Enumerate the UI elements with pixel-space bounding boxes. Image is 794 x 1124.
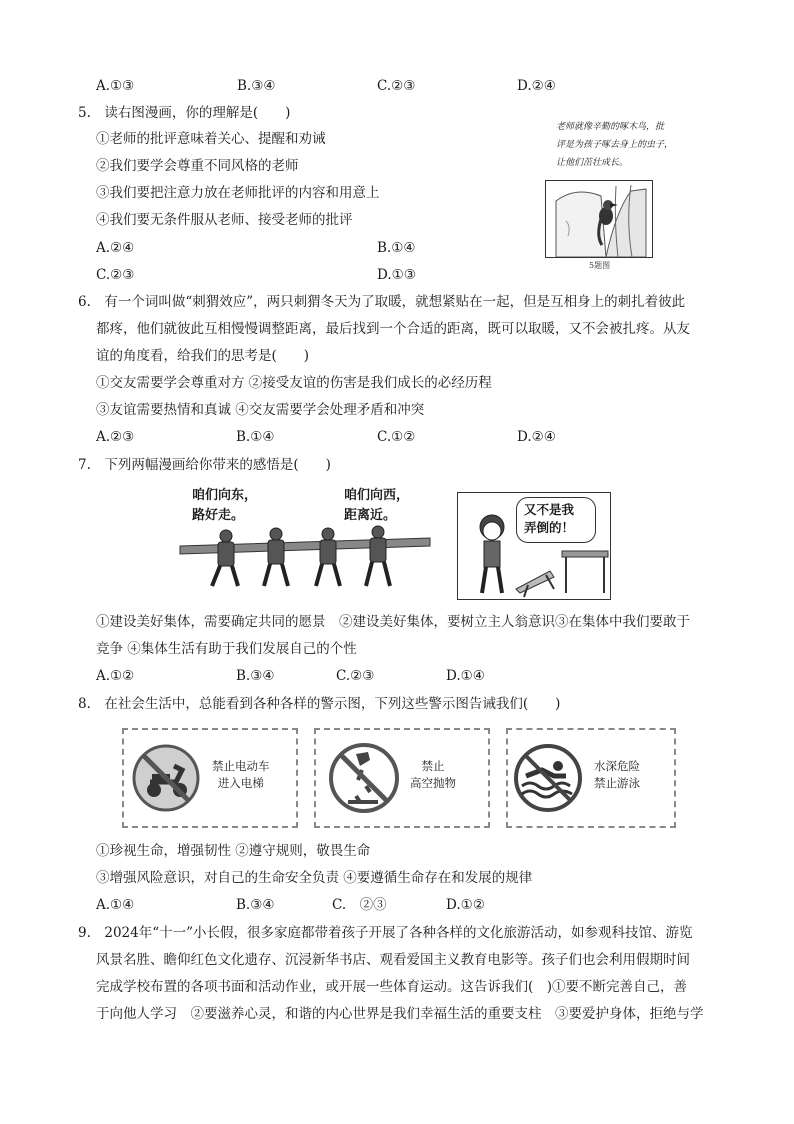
q6-option-d[interactable]: D.②④ (517, 429, 556, 445)
q6-option-c[interactable]: C.①② (377, 429, 416, 445)
speech-line: 咱们向东， (192, 488, 258, 503)
q7-comic-fallen-chair (457, 492, 611, 600)
warning-sign-ebike (122, 728, 298, 828)
woodpecker-teacher-illustration (546, 181, 652, 257)
q6-option-b[interactable]: B.①④ (236, 429, 275, 445)
q5-figure-label: 5题图 (589, 261, 611, 270)
warning-sign-swimming (506, 728, 676, 828)
q7-comic-log-carriers (178, 484, 434, 596)
q7-stem: 7. 下列两幅漫画给你带来的感悟是( ) (78, 457, 331, 473)
q5-option-b[interactable]: B.①④ (377, 240, 416, 256)
speech-line: 距离近。 (344, 508, 397, 523)
q9-stem-line-2: 风景名胜、瞻仰红色文化遗存、沉浸新华书店、观看爱国主义教育电影等。孩子们也会利用假期时间 (96, 952, 690, 968)
q7-items-line-1: ①建设美好集体，需要确定共同的愿景 ②建设美好集体，要树立主人翁意识③在集体中我们要敢于 (96, 614, 690, 630)
warning-sign-throwing (314, 728, 490, 828)
q5-item-1: ①老师的批评意味着关心、提醒和劝诫 (96, 131, 326, 147)
q5-comic-text-line: 评是为孩子啄去身上的虫子， (556, 140, 674, 150)
q8-item-line-1: ①珍视生命，增强韧性 ②遵守规则，敬畏生命 (96, 843, 371, 859)
q5-comic-caption-text (556, 118, 673, 172)
speech-line: 路好走。 (192, 508, 245, 523)
sign-text-line: 进入电梯 (217, 776, 264, 790)
q4-option-b[interactable]: B.③④ (237, 78, 276, 94)
no-ebike-icon (130, 742, 202, 814)
q7-comic1-left-speech (192, 486, 257, 526)
sign-text-line: 禁止 (421, 759, 445, 773)
q5-comic-image (545, 180, 653, 258)
q7-option-a[interactable]: A.①② (96, 668, 135, 684)
q4-option-a[interactable]: A.①③ (96, 78, 135, 94)
q9-stem-line-4: 于向他人学习 ②要滋养心灵，和谐的内心世界是我们幸福生活的重要支柱 ③要爱护身体，拒绝与学 (96, 1006, 704, 1022)
q7-option-c[interactable]: C.②③ (336, 668, 375, 684)
q5-option-d[interactable]: D.①③ (377, 267, 416, 283)
boy-chair-illustration (458, 493, 610, 599)
q9-stem-line-1: 9. 2024年“十一”小长假，很多家庭都带着孩子开展了各种各样的文化旅游活动，如参观科技馆、游览 (78, 925, 693, 941)
q5-comic-text-line: 让他们茁壮成长。 (556, 158, 629, 168)
q6-item-line-2: ③友谊需要热情和真诚 ④交友需要学会处理矛盾和冲突 (96, 402, 425, 418)
q8-option-a[interactable]: A.①④ (96, 897, 135, 913)
q4-option-d[interactable]: D.②④ (517, 78, 556, 94)
q5-item-3: ③我们要把注意力放在老师批评的内容和用意上 (96, 185, 380, 201)
q8-option-b[interactable]: B.③④ (236, 897, 275, 913)
sign-text-line: 禁止游泳 (594, 776, 640, 790)
q6-option-a[interactable]: A.②③ (96, 429, 135, 445)
sign-text-line: 高空抛物 (410, 776, 456, 790)
no-swimming-icon (512, 742, 584, 814)
q9-stem-line-3: 完成学校布置的各项书面和活动作业，或开展一些体育运动。这告诉我们( )①要不断完善自己，善 (96, 979, 688, 995)
q8-option-c[interactable]: C. ②③ (332, 897, 387, 913)
speech-line: 咱们向西， (344, 488, 410, 503)
q5-item-2: ②我们要学会尊重不同风格的老师 (96, 158, 299, 174)
q8-option-d[interactable]: D.①② (446, 897, 485, 913)
sign-ebike-text (212, 758, 270, 792)
q6-stem-line-1: 6. 有一个词叫做“刺猬效应”，两只刺猬冬天为了取暖，就想紧贴在一起，但是互相身上的刺扎着彼此 (78, 294, 686, 310)
q5-item-4: ④我们要无条件服从老师、接受老师的批评 (96, 212, 353, 228)
q6-item-line-1: ①交友需要学会尊重对方 ②接受友谊的伤害是我们成长的必经历程 (96, 375, 492, 391)
q8-stem: 8. 在社会生活中，总能看到各种各样的警示图，下列这些警示图告诫我们( ) (78, 696, 561, 712)
q8-item-line-2: ③增强风险意识，对自己的生命安全负责 ④要遵循生命存在和发展的规律 (96, 870, 533, 886)
q7-option-b[interactable]: B.③④ (236, 668, 275, 684)
log-carriers-illustration (178, 524, 434, 596)
q6-stem-line-2: 都疼，他们就彼此互相慢慢调整距离，最后找到一个合适的距离，既可以取暖，又不会被扎疼。从友 (96, 321, 690, 337)
sign-text-line: 禁止电动车 (212, 759, 270, 773)
sign-swimming-text (594, 758, 640, 792)
q7-option-d[interactable]: D.①④ (446, 668, 485, 684)
q5-option-c[interactable]: C.②③ (96, 267, 135, 283)
sign-throwing-text (410, 758, 456, 792)
no-throwing-icon (326, 740, 402, 816)
speech-line: 又不是我 (524, 502, 575, 517)
q5-comic-text-line: 老师就像辛勤的啄木鸟，批 (556, 122, 665, 132)
q4-option-c[interactable]: C.②③ (377, 78, 416, 94)
q7-items-line-2: 竞争 ④集体生活有助于我们发展自己的个性 (96, 641, 357, 657)
q5-stem: 5. 读右图漫画，你的理解是( ) (78, 105, 291, 121)
sign-text-line: 水深危险 (594, 759, 640, 773)
speech-line: 弄倒的！ (524, 520, 575, 535)
q6-stem-line-3: 谊的角度看，给我们的思考是( ) (96, 348, 310, 364)
q7-comic1-right-speech (344, 486, 409, 526)
q5-option-a[interactable]: A.②④ (96, 240, 135, 256)
